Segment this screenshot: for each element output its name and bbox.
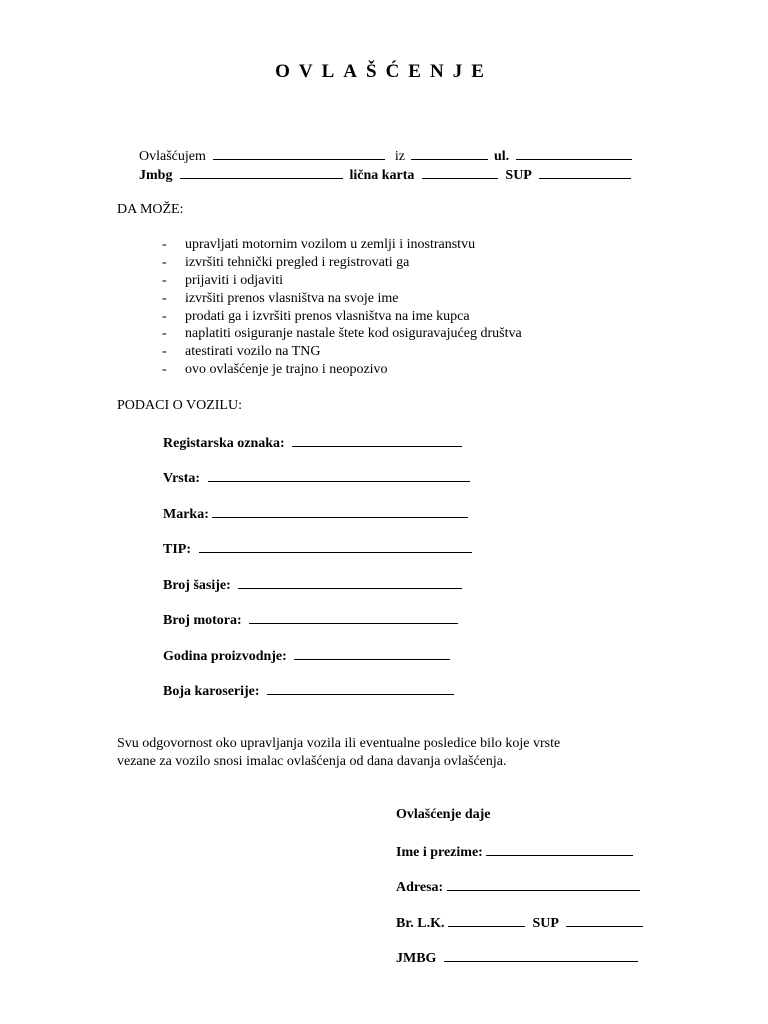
signature-jmbg-row [396,948,638,968]
jmbg-label: Jmbg [139,168,173,183]
adresa-label: Adresa: [396,880,444,895]
permissions-list [162,236,522,379]
adresa-row [396,877,640,897]
broj-sasije-label: Broj šasije: [163,578,231,593]
jmbg-field[interactable] [180,165,343,179]
ul-field[interactable] [516,146,632,160]
godina-proizvodnje-label: Godina proizvodnje: [163,649,287,664]
ime-prezime-field[interactable] [486,842,633,856]
podaci-heading: PODACI O VOZILU: [117,398,242,413]
signature-heading: Ovlašćenje daje [396,807,491,822]
boja-karoserije-label: Boja karoserije: [163,684,260,699]
list-item: - naplatiti osiguranje nastale štete kod osiguravajućeg društva [162,326,522,342]
list-item: - ovo ovlašćenje je trajno i neopozivo [162,362,388,378]
tip-field[interactable] [199,539,472,553]
document-title: OVLAŠĆENJE [275,61,493,82]
marka-label: Marka: [163,507,209,522]
broj-motora-field[interactable] [249,610,458,624]
signature-jmbg-field[interactable] [444,948,638,962]
brlk-field[interactable] [448,913,525,927]
brlk-row [396,913,643,933]
ul-label: ul. [493,149,510,164]
header-line-1 [139,146,632,166]
registarska-oznaka-row [163,433,462,453]
signature-sup-label: SUP [532,916,559,931]
signature-sup-field[interactable] [566,913,643,927]
signature-jmbg-label: JMBG [396,951,437,966]
vrsta-field[interactable] [208,468,470,482]
list-item: - prodati ga i izvršiti prenos vlasništva na ime kupca [162,308,470,324]
vrsta-row [163,468,470,488]
responsibility-line-2: vezane za vozilo snosi imalac ovlašćenja od dana davanja ovlašćenja. [117,754,507,769]
brlk-label: Br. L.K. [396,916,445,931]
tip-label: TIP: [163,542,191,557]
broj-sasije-row [163,575,462,595]
da-moze-heading: DA MOŽE: [117,202,184,217]
godina-proizvodnje-field[interactable] [294,646,450,660]
tip-row [163,539,472,559]
ovlascujem-label: Ovlašćujem [139,149,206,164]
marka-field[interactable] [212,504,468,518]
iz-field[interactable] [411,146,488,160]
licna-karta-field[interactable] [422,165,498,179]
iz-label: iz [394,149,405,164]
ovlascujem-field[interactable] [213,146,385,160]
boja-karoserije-field[interactable] [267,681,454,695]
sup-field[interactable] [539,165,631,179]
ime-prezime-label: Ime i prezime: [396,845,483,860]
marka-row [163,504,468,524]
adresa-field[interactable] [447,877,640,891]
list-item: - atestirati vozilo na TNG [162,344,321,360]
licna-karta-label: lična karta [349,168,415,183]
godina-proizvodnje-row [163,646,450,666]
broj-sasije-field[interactable] [238,575,462,589]
ime-prezime-row [396,842,633,862]
broj-motora-row [163,610,458,630]
list-item: - upravljati motornim vozilom u zemlji i inostranstvu [162,237,476,252]
responsibility-line-1: Svu odgovornost oko upravljanja vozila ili eventualne posledice bilo koje vrste [117,736,561,751]
vrsta-label: Vrsta: [163,471,201,486]
list-item: - izvršiti tehnički pregled i registrovati ga [162,254,410,270]
header-line-2 [139,165,631,185]
sup-label: SUP [505,168,532,183]
list-item: - izvršiti prenos vlasništva na svoje ime [162,290,399,306]
boja-karoserije-row [163,681,454,701]
broj-motora-label: Broj motora: [163,613,242,628]
registarska-oznaka-field[interactable] [292,433,462,447]
list-item: - prijaviti i odjaviti [162,272,283,288]
registarska-oznaka-label: Registarska oznaka: [163,436,285,451]
